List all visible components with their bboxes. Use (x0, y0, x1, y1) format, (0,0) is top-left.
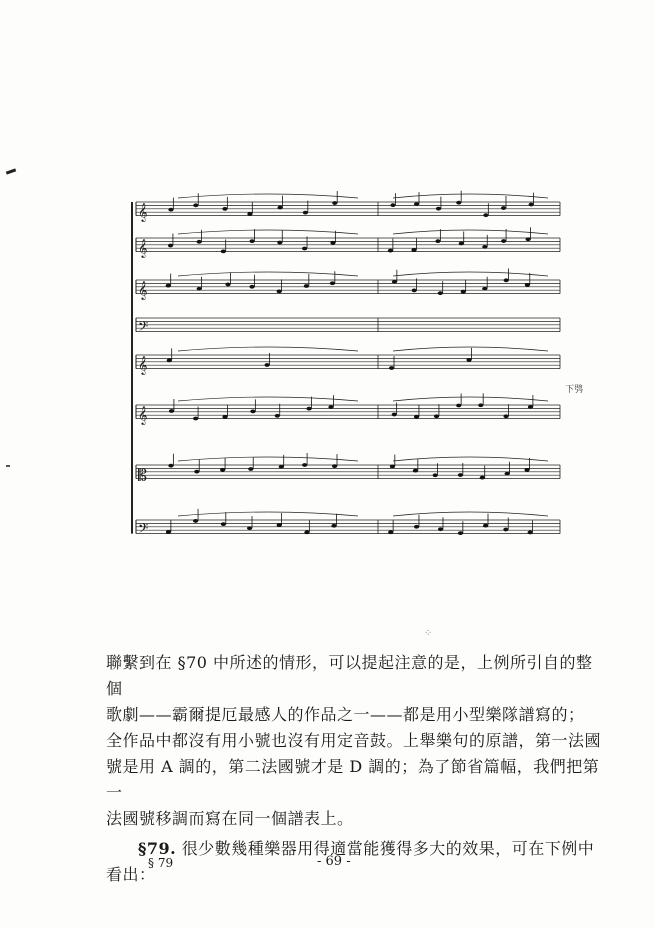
note-head (222, 415, 227, 419)
note-head (388, 249, 393, 253)
note-head (197, 240, 202, 244)
slur (393, 512, 548, 516)
music-score (128, 190, 568, 560)
note-head (265, 363, 270, 367)
clef-icon: 𝄢 (138, 318, 149, 338)
note-head (459, 242, 464, 246)
note-head (388, 530, 393, 534)
note-head (414, 525, 419, 529)
note-head (526, 237, 531, 241)
note-head (167, 358, 172, 362)
note-head (483, 524, 488, 528)
note-head (458, 473, 463, 477)
note-head (390, 203, 395, 207)
note-head (332, 201, 337, 205)
note-head (389, 366, 394, 370)
note-head (331, 524, 336, 528)
clef-icon: 𝄞 (138, 355, 148, 375)
note-head (332, 464, 337, 468)
note-head (221, 522, 226, 526)
note-head (250, 409, 255, 413)
note-head (503, 414, 508, 418)
note-head (277, 523, 282, 527)
text-line: 歌劇——霸爾提厄最感人的作品之一——都是用小型樂隊譜寫的； (106, 705, 585, 724)
scan-mark (6, 465, 10, 467)
note-head (501, 239, 506, 243)
slur (393, 347, 548, 351)
clef-icon: 𝄞 (138, 405, 148, 425)
note-head (392, 280, 397, 284)
note-head (304, 284, 309, 288)
note-head (480, 476, 485, 480)
slur (178, 272, 358, 276)
staff-annotation: 下鸮 (565, 385, 584, 395)
note-head (392, 413, 397, 417)
clef-icon: 𝄞 (138, 238, 148, 258)
slur (393, 397, 548, 401)
note-head (525, 283, 530, 287)
note-head (330, 241, 335, 245)
slur (178, 397, 358, 401)
note-head (414, 415, 419, 419)
text-line: 號是用 A 調的，第二法國號才是 D 調的；為了節省篇幅，我們把第一 (106, 757, 600, 802)
note-head (197, 287, 202, 291)
note-head (436, 207, 441, 211)
note-head (302, 463, 307, 467)
slur (178, 347, 358, 351)
note-head (456, 404, 461, 408)
body-text (106, 650, 604, 888)
note-head (302, 247, 307, 251)
paragraph-text: 很少數幾種樂器用得適當能獲得多大的效果，可在下例中看出： (106, 839, 595, 884)
score-figure (128, 190, 568, 560)
note-head (456, 201, 461, 205)
note-head (528, 405, 533, 409)
note-head (168, 464, 173, 468)
footer-section: § 79 (148, 856, 174, 870)
note-head (249, 285, 254, 289)
note-head (390, 465, 395, 469)
note-head (303, 211, 308, 215)
note-head (330, 281, 335, 285)
note-head (277, 290, 282, 294)
page-number: - 69 - (317, 854, 351, 869)
slur (393, 457, 548, 461)
note-head (433, 473, 438, 477)
clef-icon: 𝄞 (138, 280, 148, 300)
note-head (461, 290, 466, 294)
note-head (524, 468, 529, 472)
note-head (279, 465, 284, 469)
note-head (501, 206, 506, 210)
note-head (220, 468, 225, 472)
clef-icon: 𝄡 (138, 465, 147, 485)
note-head (193, 203, 198, 207)
section-number: §79. (138, 839, 177, 858)
note-head (277, 241, 282, 245)
text-line: 法國號移調而寫在同一個譜表上。 (106, 809, 354, 828)
text-line: 聯繫到在 §70 中所述的情形，可以提起注意的是，上例所引自的整個 (106, 653, 593, 698)
note-head (412, 289, 417, 293)
slur (178, 230, 358, 234)
note-head (169, 409, 174, 413)
clef-icon: 𝄢 (138, 520, 149, 540)
note-head (503, 528, 508, 532)
note-head (504, 278, 509, 282)
note-head (434, 414, 439, 418)
note-head (278, 206, 283, 210)
note-head (438, 291, 443, 295)
note-head (458, 531, 463, 535)
note-head (328, 405, 333, 409)
slur (178, 512, 358, 516)
slur (393, 194, 548, 198)
note-head (166, 530, 171, 534)
note-head (413, 469, 418, 473)
note-head (275, 414, 280, 418)
note-head (247, 212, 252, 216)
note-head (411, 248, 416, 252)
note-head (438, 527, 443, 531)
note-head (304, 530, 309, 534)
note-head (247, 526, 252, 530)
note-head (482, 245, 487, 249)
note-head (435, 239, 440, 243)
paragraph-1 (106, 650, 604, 832)
scan-mark: ⁘ (424, 628, 433, 639)
clef-icon: 𝄞 (138, 202, 148, 222)
note-head (528, 531, 533, 535)
note-head (225, 283, 230, 287)
note-head (221, 250, 226, 254)
note-head (193, 417, 198, 421)
note-head (482, 287, 487, 291)
note-head (478, 403, 483, 407)
note-head (414, 202, 419, 206)
paragraph-2 (106, 836, 604, 888)
slur (178, 194, 358, 198)
note-head (222, 207, 227, 211)
note-head (166, 284, 171, 288)
scan-mark (6, 168, 16, 174)
note-head (466, 358, 471, 362)
note-head (505, 472, 510, 476)
note-head (483, 213, 488, 217)
slur (393, 272, 548, 276)
slur (178, 457, 358, 461)
note-head (529, 203, 534, 207)
note-head (168, 244, 173, 248)
note-head (250, 239, 255, 243)
slur (393, 230, 548, 234)
note-head (168, 208, 173, 212)
text-line: 全作品中都沒有用小號也沒有用定音鼓。上舉樂句的原譜，第一法國 (106, 731, 602, 750)
note-head (306, 407, 311, 411)
note-head (193, 519, 198, 523)
note-head (194, 470, 199, 474)
note-head (248, 467, 253, 471)
